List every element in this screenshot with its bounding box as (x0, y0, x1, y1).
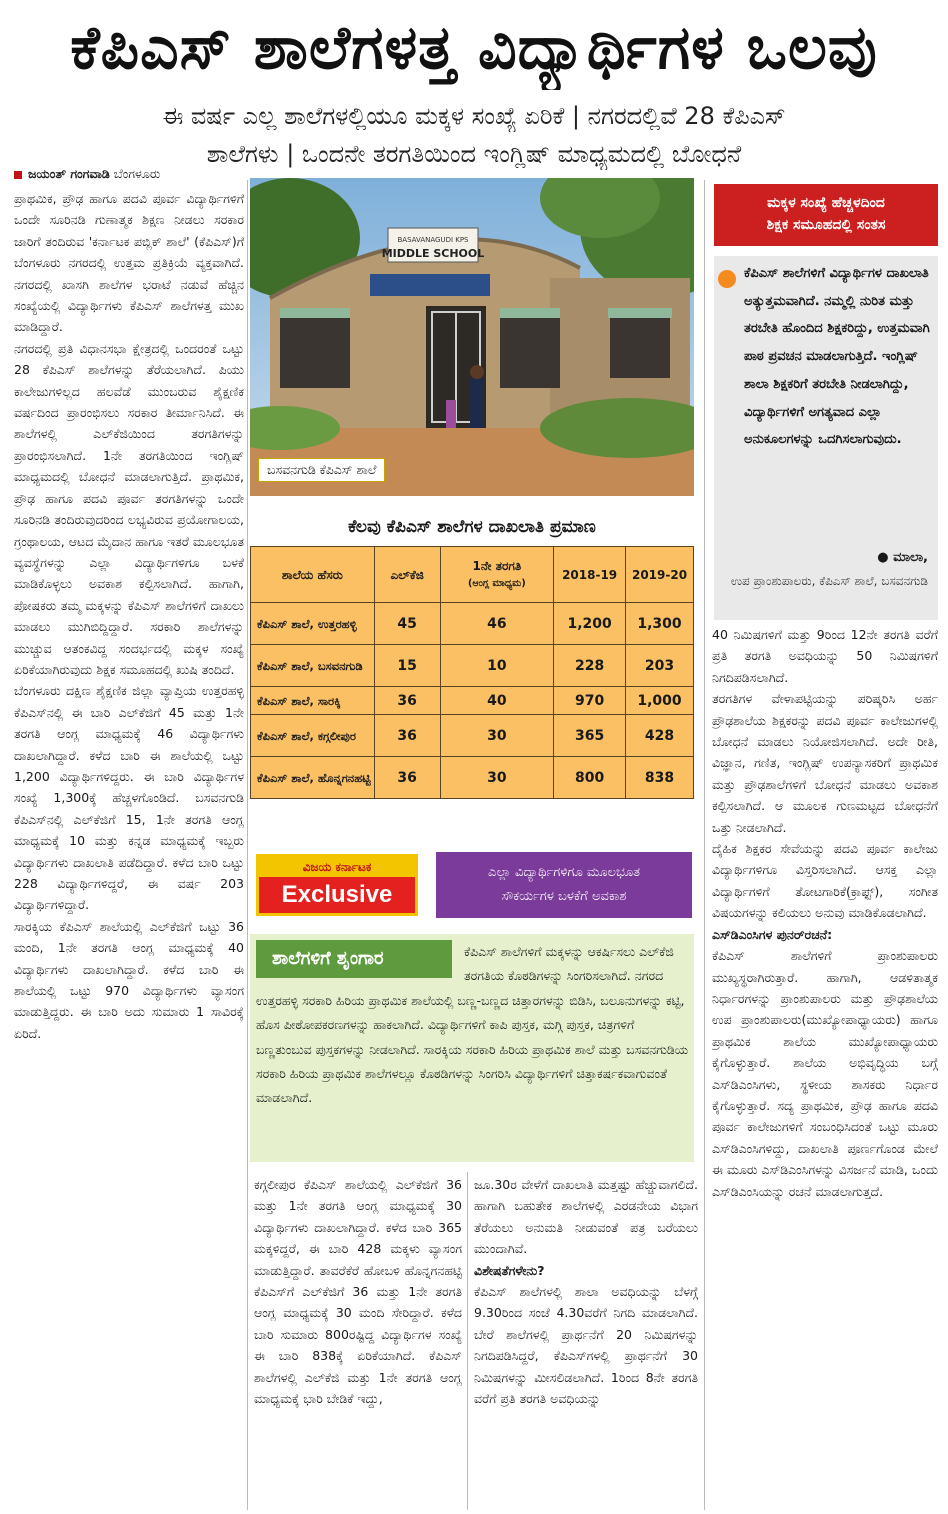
table-cell: 36 (374, 715, 440, 757)
col4-paragraph: ತರಗತಿಗಳ ವೇಳಾಪಟ್ಟಿಯನ್ನು ಪರಿಷ್ಕರಿಸಿ ಅರ್ಹ ಪ್ರೌಢಶಾಲೆಯ ಶಿಕ್ಷಕರನ್ನು ಪದವಿ ಪೂರ್ವ ಕಾಲೇಜುಗಳಲ್ಲಿ ಬೋಧನೆ ಮಾಡಲು ನಿಯೋಜಿಸಲಾಗಿದೆ. ಅದೇ ರೀತಿ, ವಿಜ್ಞಾನ, ಗಣಿತ, ಇಂಗ್ಲಿಷ್ ಉಪನ್ಯಾಸಕರಿಗೆ ಪ್ರಾಥಮಿಕ ಮತ್ತು ಪ್ರೌಢಶಾಲೆಗಳಿಗೆ ಬೋಧನೆ ಮಾಡಲು ಅವಕಾಶ ಕಲ್ಪಿಸಲಾಗಿದೆ. ಆ ಮೂಲಕ ಗುಣಮಟ್ಟದ ಬೋಧನೆಗೆ ಒತ್ತು ನೀಡಲಾಗಿದೆ. (712, 691, 938, 835)
column-divider (704, 180, 705, 1510)
table-cell: 40 (440, 687, 554, 715)
table-header-note: (ಆಂಗ್ಲ ಮಾಧ್ಯಮ) (468, 577, 526, 589)
table-cell: ಕೆಪಿಎಸ್ ಶಾಲೆ, ಸಾರಕ್ಕಿ (251, 687, 375, 715)
table-cell: 203 (626, 645, 694, 687)
facilities-callout (436, 852, 692, 918)
table-header: 2018-19 (554, 547, 626, 603)
table-row (251, 687, 694, 715)
column-divider (247, 180, 248, 1510)
col2-paragraph: ಕಗ್ಗಲೀಪುರ ಕೆಪಿಎಸ್ ಶಾಲೆಯಲ್ಲಿ ಎಲ್‌ಕೆಜಿಗೆ 36 ಮತ್ತು 1ನೇ ತರಗತಿ ಆಂಗ್ಲ ಮಾಧ್ಯಮಕ್ಕೆ 30 ವಿದ್ಯಾರ್ಥಿಗಳು ದಾಖಲಾಗಿದ್ದಾರೆ. ಕಳೆದ ಬಾರಿ 365 ಮಕ್ಕಳಿದ್ದರೆ, ಈ ಬಾರಿ 428 ಮಕ್ಕಳು ವ್ಯಾಸಂಗ ಮಾಡುತ್ತಿದ್ದಾರೆ. ತಾವರೆಕೆರೆ ಹೋಬಳಿ ಹೊನ್ನಗನಹಟ್ಟಿ ಕೆಪಿಎಸ್‌ಗೆ ಎಲ್‌ಕೆಜಿಗೆ 36 ಮತ್ತು 1ನೇ ತರಗತಿ ಆಂಗ್ಲ ಮಾಧ್ಯಮಕ್ಕೆ 30 ಮಂದಿ ಸೇರಿದ್ದಾರೆ. ಕಳೆದ ಬಾರಿ ಸುಮಾರು 800ರಷ್ಟಿದ್ದ ವಿದ್ಯಾರ್ಥಿಗಳ ಸಂಖ್ಯೆ ಈ ಬಾರಿ 838ಕ್ಕೆ ಏರಿಕೆಯಾಗಿದೆ. ಕೆಪಿಎಸ್ ಶಾಲೆಗಳಲ್ಲಿ ಎಲ್‌ಕೆಜಿ ಮತ್ತು 1ನೇ ತರಗತಿ ಆಂಗ್ಲ ಮಾಧ್ಯಮಕ್ಕೆ ಭಾರಿ ಬೇಡಿಕೆ ಇದ್ದು, (254, 1177, 462, 1407)
callout-line-1: ಮಕ್ಕಳ ಸಂಖ್ಯೆ ಹೆಚ್ಚಳದಿಂದ (767, 195, 885, 211)
table-cell: 36 (374, 757, 440, 799)
table-header: ಎಲ್‌ಕೆಜಿ (374, 547, 440, 603)
col4-paragraph: ದೈಹಿಕ ಶಿಕ್ಷಕರ ಸೇವೆಯನ್ನು ಪದವಿ ಪೂರ್ವ ಕಾಲೇಜು ವಿದ್ಯಾರ್ಥಿಗಳಿಗೂ ವಿಸ್ತರಿಸಲಾಗಿದೆ. ಆಸಕ್ತ ಎಲ್ಲಾ ವಿದ್ಯಾರ್ಥಿಗಳಿಗೆ ತೋಟಗಾರಿಕೆ(ಕ್ರಾಫ್ಟ್), ಸಂಗೀತ ವಿಷಯಗಳನ್ನು ಕಲಿಯಲು ಅನುವು ಮಾಡಿಕೊಡಲಾಗಿದೆ. (712, 841, 938, 921)
table-cell: 46 (440, 603, 554, 645)
table-title: ಕೆಲವು ಕೆಪಿಎಸ್ ಶಾಲೆಗಳ ದಾಖಲಾತಿ ಪ್ರಮಾಣ (348, 517, 596, 537)
table-cell: 30 (440, 715, 554, 757)
highlight-callout (714, 184, 938, 246)
table-cell: ಕೆಪಿಎಸ್ ಶಾಲೆ, ಕಗ್ಗಲೀಪುರ (251, 715, 375, 757)
table-header-row (251, 547, 694, 603)
table-cell: 838 (626, 757, 694, 799)
photo-caption: ಬಸವನಗುಡಿ ಕೆಪಿಎಸ್ ಶಾಲೆ (258, 458, 385, 482)
column-divider (467, 1172, 468, 1510)
col3-subheading: ವಿಶೇಷತೆಗಳೇನು? (474, 1262, 545, 1278)
school-photo (250, 178, 694, 496)
table-row (251, 715, 694, 757)
article-column-1 (14, 188, 244, 1510)
col4-paragraph: ಕೆಪಿಎಸ್ ಶಾಲೆಗಳಿಗೆ ಪ್ರಾಂಶುಪಾಲರು ಮುಖ್ಯಸ್ಥರಾಗಿರುತ್ತಾರೆ. ಹಾಗಾಗಿ, ಆಡಳಿತಾತ್ಮಕ ನಿರ್ಧಾರಗಳನ್ನು ಪ್ರಾಂಶುಪಾಲರು ಮತ್ತು ಪ್ರೌಢಶಾಲೆಯ ಉಪ ಪ್ರಾಂಶುಪಾಲರು(ಮುಖ್ಯೋಪಾಧ್ಯಾಯರು) ಹಾಗೂ ಪ್ರಾಥಮಿಕ ಶಾಲೆಯ ಮುಖ್ಯೋಪಾಧ್ಯಾಯರು ಕೈಗೊಳ್ಳುತ್ತಾರೆ. ಶಾಲೆಯ ಅಭಿವೃದ್ಧಿಯ ಬಗ್ಗೆ ಎಸ್‌ಡಿಎಂಸಿಗಳು, ಸ್ಥಳೀಯ ಶಾಸಕರು ನಿರ್ಧಾರ ಕೈಗೊಳ್ಳುತ್ತಾರೆ. ಸದ್ಯ ಪ್ರಾಥಮಿಕ, ಪ್ರೌಢ ಹಾಗೂ ಪದವಿ ಪೂರ್ವ ಕಾಲೇಜುಗಳಿಗೆ ಸಂಬಂಧಿಸಿದಂತೆ ಒಟ್ಟು ಮೂರು ಎಸ್‌ಡಿಎಂಸಿಗಳಿದ್ದು, ದಾಖಲಾತಿ ಪೂರ್ಣಗೊಂಡ ಮೇಲೆ ಈ ಮೂರು ಎಸ್‌ಡಿಎಂಸಿಗಳನ್ನು ವಿಸರ್ಜನೆ ಮಾಡಿ, ಒಂದು ಎಸ್‌ಡಿಎಂಸಿಯನ್ನು ರಚನೆ ಮಾಡಲಾಗುತ್ತದೆ. (712, 948, 938, 1199)
table-cell: ಕೆಪಿಎಸ್ ಶಾಲೆ, ಹೊನ್ನಗನಹಟ್ಟಿ (251, 757, 375, 799)
col3-paragraph: ಜೂ.30ರ ವೇಳೆಗೆ ದಾಖಲಾತಿ ಮತ್ತಷ್ಟು ಹೆಚ್ಚುವಾಗಲಿದೆ. ಹಾಗಾಗಿ ಬಹುತೇಕ ಶಾಲೆಗಳಲ್ಲಿ ಎರಡನೇಯ ವಿಭಾಗ ತೆರೆಯಲು ಅನುಮತಿ ನೀಡುವಂತೆ ಪತ್ರ ಬರೆಯಲು ಮುಂದಾಗಿವೆ. (474, 1177, 698, 1257)
table-header-label: 1ನೇ ತರಗತಿ (472, 558, 522, 573)
quote-text: ಕೆಪಿಎಸ್ ಶಾಲೆಗಳಿಗೆ ವಿದ್ಯಾರ್ಥಿಗಳ ದಾಖಲಾತಿ ಅತ್ಯುತ್ತಮವಾಗಿದೆ. ನಮ್ಮಲ್ಲಿ ನುರಿತ ಮತ್ತು ತರಬೇತಿ ಹೊಂದಿದ ಶಿಕ್ಷಕರಿದ್ದು, ಉತ್ತಮವಾಗಿ ಪಾಠ ಪ್ರವಚನ ಮಾಡಲಾಗುತ್ತಿದೆ. ಇಂಗ್ಲಿಷ್ ಶಾಲಾ ಶಿಕ್ಷಕರಿಗೆ ತರಬೇತಿ ನೀಡಲಾಗಿದ್ದು, ವಿದ್ಯಾರ್ಥಿಗಳಿಗೆ ಅಗತ್ಯವಾದ ಎಲ್ಲಾ ಅನುಕೂಲಗಳನ್ನು ಒದಗಿಸಲಾಗುವುದು. (744, 266, 930, 448)
table-header: 2019-20 (626, 547, 694, 603)
table-header: ಶಾಲೆಯ ಹೆಸರು (251, 547, 375, 603)
col1-paragraph: ಸಾರಕ್ಕಿಯ ಕೆಪಿಎಸ್ ಶಾಲೆಯಲ್ಲಿ ಎಲ್‌ಕೆಜಿಗೆ ಒಟ್ಟು 36 ಮಂದಿ, 1ನೇ ತರಗತಿ ಆಂಗ್ಲ ಮಾಧ್ಯಮಕ್ಕೆ 40 ವಿದ್ಯಾರ್ಥಿಗಳು ದಾಖಲಾಗಿದ್ದಾರೆ. ಕಳೆದ ಬಾರಿ ಈ ಶಾಲೆಯಲ್ಲಿ ಒಟ್ಟು 970 ವಿದ್ಯಾರ್ಥಿಗಳು ವ್ಯಾಸಂಗ ಮಾಡುತ್ತಿದ್ದರು. ಈ ಬಾರಿ ಅದು ಸುಮಾರು 1 ಸಾವಿರಕ್ಕೆ ಏರಿದೆ. (14, 918, 244, 1041)
table-cell: 45 (374, 603, 440, 645)
col3-paragraph: ಕೆಪಿಎಸ್ ಶಾಲೆಗಳಲ್ಲಿ ಶಾಲಾ ಅವಧಿಯನ್ನು ಬೆಳಗ್ಗೆ 9.30ರಿಂದ ಸಂಜೆ 4.30ವರೆಗೆ ನಿಗದಿ ಮಾಡಲಾಗಿದೆ. ಬೇರೆ ಶಾಲೆಗಳಲ್ಲಿ ಪ್ರಾರ್ಥನೆಗೆ 20 ನಿಮಿಷಗಳನ್ನು ನಿಗದಿಪಡಿಸಿದ್ದರೆ, ಕೆಪಿಎಸ್‌ಗಳಲ್ಲಿ ಪ್ರಾರ್ಥನೆಗೆ 30 ನಿಮಿಷಗಳನ್ನು ಮೀಸಲಿಡಲಾಗಿದೆ. 1ರಿಂದ 8ನೇ ತರಗತಿ ವರೆಗೆ ಪ್ರತಿ ತರಗತಿ ಅವಧಿಯನ್ನು (474, 1284, 698, 1407)
quote-author: ● ಮಾಲಾ, (877, 550, 928, 565)
article-column-3 (474, 1174, 698, 1510)
byline-marker-icon (14, 171, 22, 179)
table-cell: 10 (440, 645, 554, 687)
table-cell: 1,300 (626, 603, 694, 645)
callout-line-2: ಶಿಕ್ಷಕ ಸಮೂಹದಲ್ಲಿ ಸಂತಸ (766, 217, 886, 233)
col1-paragraph: ಬೆಂಗಳೂರು ದಕ್ಷಿಣ ಶೈಕ್ಷಣಿಕ ಜಿಲ್ಲಾ ವ್ಯಾಪ್ತಿಯ ಉತ್ತರಹಳ್ಳಿ ಕೆಪಿಎಸ್‌ನಲ್ಲಿ ಈ ಬಾರಿ ಎಲ್‌ಕೆಜಿಗೆ 45 ಮತ್ತು 1ನೇ ತರಗತಿ ಆಂಗ್ಲ ಮಾಧ್ಯಮಕ್ಕೆ 46 ವಿದ್ಯಾರ್ಥಿಗಳು ದಾಖಲಾಗಿದ್ದಾರೆ. ಕಳೆದ ಬಾರಿ ಈ ಶಾಲೆಯಲ್ಲಿ ಒಟ್ಟು 1,200 ವಿದ್ಯಾರ್ಥಿಗಳಿದ್ದರು. ಈ ಬಾರಿ ವಿದ್ಯಾರ್ಥಿಗಳ ಸಂಖ್ಯೆ 1,300ಕ್ಕೆ ಹೆಚ್ಚಳಗೊಂಡಿದೆ. ಬಸವನಗುಡಿ ಕೆಪಿಎಸ್‌ನಲ್ಲಿ ಎಲ್‌ಕೆಜಿಗೆ 15, 1ನೇ ತರಗತಿ ಆಂಗ್ಲ ಮಾಧ್ಯಮಕ್ಕೆ 10 ಮತ್ತು ಕನ್ನಡ ಮಾಧ್ಯಮಕ್ಕೆ ಇಬ್ಬರು ವಿದ್ಯಾರ್ಥಿಗಳು ದಾಖಲಾತಿ ಪಡೆದಿದ್ದಾರೆ. ಕಳೆದ ಬಾರಿ ಒಟ್ಟು 228 ವಿದ್ಯಾರ್ಥಿಗಳಿದ್ದರೆ, ಈ ವರ್ಷ 203 ವಿದ್ಯಾರ್ಥಿಗಳಿದ್ದಾರೆ. (14, 683, 244, 913)
table-row (251, 645, 694, 687)
table-cell: 30 (440, 757, 554, 799)
table-cell: 1,200 (554, 603, 626, 645)
decoration-text: ಕೆಪಿಎಸ್ ಶಾಲೆಗಳಿಗೆ ಮಕ್ಕಳನ್ನು ಆಕರ್ಷಿಸಲು ಎಲ್‌ಕೆಜಿ ತರಗತಿಯ ಕೊಠಡಿಗಳನ್ನು ಸಿಂಗರಿಸಲಾಗಿದೆ. ನಗರದ ಉತ್ತರಹಳ್ಳಿ ಸರಕಾರಿ ಹಿರಿಯ ಪ್ರಾಥಮಿಕ ಶಾಲೆಯಲ್ಲಿ ಬಣ್ಣ-ಬಣ್ಣದ ಚಿತ್ತಾರಗಳನ್ನು ಬಿಡಿಸಿ, ಬಲೂನುಗಳನ್ನು ಕಟ್ಟಿ, ಹೊಸ ಪೀಠೋಪಕರಣಗಳನ್ನು ಹಾಕಲಾಗಿದೆ. ವಿದ್ಯಾರ್ಥಿಗಳಿಗೆ ಕಾಪಿ ಪುಸ್ತಕ, ಮಗ್ಗಿ ಪುಸ್ತಕ, ಚಿತ್ರಗಳಿಗೆ ಬಣ್ಣತುಂಬುವ ಪುಸ್ತಕಗಳನ್ನು ನೀಡಲಾಗಿದೆ. ಸಾರಕ್ಕಿಯ ಸರಕಾರಿ ಹಿರಿಯ ಪ್ರಾಥಮಿಕ ಶಾಲೆ ಮತ್ತು ಬಸವನಗುಡಿಯ ಸರಕಾರಿ ಹಿರಿಯ ಪ್ರಾಥಮಿಕ ಶಾಲೆಗಳಲ್ಲೂ ಕೊಠಡಿಗಳನ್ನು ಸಿಂಗರಿಸಿ ವಿದ್ಯಾರ್ಥಿಗಳಿಗೆ ಚಿತ್ತಾಕರ್ಷಕವಾಗುವಂತೆ ಮಾಡಲಾಗಿದೆ. (256, 944, 689, 1106)
enrollment-table (250, 546, 694, 799)
quote-role: ಉಪ ಪ್ರಾಂಶುಪಾಲರು, ಕೆಪಿಎಸ್ ಶಾಲೆ, ಬಸವನಗುಡಿ (730, 574, 928, 588)
table-cell: 428 (626, 715, 694, 757)
facilities-line-1: ಎಲ್ಲಾ ವಿದ್ಯಾರ್ಥಿಗಳಿಗೂ ಮೂಲಭೂತ (487, 865, 641, 880)
sign-line-2: MIDDLE SCHOOL (381, 247, 485, 260)
byline-author: ಜಯಂತ್ ಗಂಗವಾಡಿ (28, 166, 110, 181)
table-cell: 800 (554, 757, 626, 799)
headline: ಕೆಪಿಎಸ್ ಶಾಲೆಗಳತ್ತ ವಿದ್ಯಾರ್ಥಿಗಳ ಒಲವು (70, 13, 878, 83)
col4-subheading: ಎಸ್‌ಡಿಎಂಸಿಗಳ ಪುನರ್‌ರಚನೆ: (712, 926, 833, 942)
col4-paragraph: 40 ನಿಮಿಷಗಳಿಗೆ ಮತ್ತು 9ರಿಂದ 12ನೇ ತರಗತಿ ವರೆಗೆ ಪ್ರತಿ ತರಗತಿ ಅವಧಿಯನ್ನು 50 ನಿಮಿಷಗಳಿಗೆ ನಿಗದಿಪಡಿಸಲಾಗಿದೆ. (712, 627, 938, 685)
table-cell: 36 (374, 687, 440, 715)
facilities-line-2: ಸೌಕರ್ಯಗಳ ಬಳಕೆಗೆ ಅವಕಾಶ (501, 889, 627, 904)
table-cell: ಕೆಪಿಎಸ್ ಶಾಲೆ, ಉತ್ತರಹಳ್ಳಿ (251, 603, 375, 645)
exclusive-badge (256, 854, 418, 916)
exclusive-label: Exclusive (281, 881, 393, 908)
table-cell: 15 (374, 645, 440, 687)
table-header (440, 547, 554, 603)
sign-line-1: BASAVANAGUDI KPS (397, 236, 469, 244)
col1-paragraph: ಪ್ರಾಥಮಿಕ, ಪ್ರೌಢ ಹಾಗೂ ಪದವಿ ಪೂರ್ವ ವಿದ್ಯಾರ್ಥಿಗಳಿಗೆ ಒಂದೇ ಸೂರಿನಡಿ ಗುಣಾತ್ಮಕ ಶಿಕ್ಷಣ ನೀಡಲು ಸರಕಾರ ಜಾರಿಗೆ ತಂದಿರುವ 'ಕರ್ನಾಟಕ ಪಬ್ಲಿಕ್ ಶಾಲೆ' (ಕೆಪಿಎಸ್)ಗೆ ಬೆಂಗಳೂರು ನಗರದಲ್ಲಿ ಉತ್ತಮ ಪ್ರತಿಕ್ರಿಯೆ ವ್ಯಕ್ತವಾಗಿದೆ. ನಗರದಲ್ಲಿ ಖಾಸಗಿ ಶಾಲೆಗಳ ಭರಾಟೆ ನಡುವೆ ಹೆಚ್ಚಿನ ಸಂಖ್ಯೆಯಲ್ಲಿ ವಿದ್ಯಾರ್ಥಿಗಳು ಕೆಪಿಎಸ್ ಶಾಲೆಗಳತ್ತ ಮುಖ ಮಾಡಿದ್ದಾರೆ. (14, 191, 244, 335)
table-row (251, 757, 694, 799)
byline-place: ಬೆಂಗಳೂರು (113, 166, 161, 181)
table-cell: 1,000 (626, 687, 694, 715)
subheadline-line-1: ಈ ವರ್ಷ ಎಲ್ಲ ಶಾಲೆಗಳಲ್ಲಿಯೂ ಮಕ್ಕಳ ಸಂಖ್ಯೆ ಏರಿಕೆ | ನಗರದಲ್ಲಿವೆ 28 ಕೆಪಿಎಸ್ (162, 102, 786, 130)
quote-bullet-icon (718, 270, 736, 288)
byline (14, 166, 160, 182)
table-cell: 970 (554, 687, 626, 715)
article-column-4 (712, 624, 938, 1510)
decoration-heading: ಶಾಲೆಗಳಿಗೆ ಶೃಂಗಾರ (256, 940, 452, 978)
table-cell: 228 (554, 645, 626, 687)
col1-paragraph: ನಗರದಲ್ಲಿ ಪ್ರತಿ ವಿಧಾನಸಭಾ ಕ್ಷೇತ್ರದಲ್ಲಿ ಒಂದರಂತೆ ಒಟ್ಟು 28 ಕೆಪಿಎಸ್ ಶಾಲೆಗಳನ್ನು ತೆರೆಯಲಾಗಿದೆ. ಪಿಯು ಕಾಲೇಜುಗಳಿಲ್ಲದ ಹಲವೆಡೆ ಮುಂಬರುವ ಶೈಕ್ಷಣಿಕ ವರ್ಷದಿಂದ ಪ್ರಾರಂಭಿಸಲು ಸರಕಾರ ತೀರ್ಮಾನಿಸಿದೆ. ಈ ಶಾಲೆಗಳಲ್ಲಿ ಎಲ್‌ಕೆಜಿಯಿಂದ ತರಗತಿಗಳನ್ನು ಪ್ರಾರಂಭಿಸಲಾಗಿದೆ. 1ನೇ ತರಗತಿಯಿಂದ ಇಂಗ್ಲಿಷ್ ಮಾಧ್ಯಮದಲ್ಲಿ ಬೋಧನೆ ಮಾಡಲಾಗುತ್ತಿದೆ. ಪ್ರಾಥಮಿಕ, ಪ್ರೌಢ ಹಾಗೂ ಪದವಿ ಪೂರ್ವ ತರಗತಿಗಳನ್ನು ಒಂದೇ ಸೂರಿನಡಿ ತಂದಿರುವುದರಿಂದ ಲಭ್ಯವಿರುವ ಪ್ರಯೋಗಾಲಯ, ಗ್ರಂಥಾಲಯ, ಆಟದ ಮೈದಾನ ಹಾಗೂ ಇತರೆ ಮೂಲಭೂತ ವ್ಯವಸ್ಥೆಗಳನ್ನು ಎಲ್ಲಾ ವಿದ್ಯಾರ್ಥಿಗಳಿಗೂ ಬಳಕೆ ಮಾಡಿಕೊಳ್ಳಲು ಅವಕಾಶ ಕಲ್ಪಿಸಲಾಗಿದೆ. ಹಾಗಾಗಿ, ಪೋಷಕರು ತಮ್ಮ ಮಕ್ಕಳನ್ನು ಕೆಪಿಎಸ್ ಶಾಲೆಗಳಿಗೆ ದಾಖಲು ಮಾಡಲು ಮುಗಿಬಿದ್ದಿದ್ದಾರೆ. ಸರಕಾರಿ ಶಾಲೆಗಳನ್ನು ಮುಚ್ಚುವ ಆತಂಕವಿದ್ದ ಸಂದರ್ಭದಲ್ಲಿ ಮಕ್ಕಳ ಸಂಖ್ಯೆ ಏರಿಕೆಯಾಗಿರುವುದು ಶಿಕ್ಷಕ ಸಮೂಹದಲ್ಲಿ ಖುಷಿ ತಂದಿದೆ. (14, 340, 244, 677)
table-cell: ಕೆಪಿಎಸ್ ಶಾಲೆ, ಬಸವನಗುಡಿ (251, 645, 375, 687)
article-column-2 (254, 1174, 462, 1510)
newspaper-brand-logo: ವಿಜಯ ಕರ್ನಾಟಕ (259, 857, 415, 877)
subheadline-line-2: ಶಾಲೆಗಳು | ಒಂದನೇ ತರಗತಿಯಿಂದ ಇಂಗ್ಲಿಷ್ ಮಾಧ್ಯಮದಲ್ಲಿ ಬೋಧನೆ (206, 140, 742, 168)
table-row (251, 603, 694, 645)
table-cell: 365 (554, 715, 626, 757)
